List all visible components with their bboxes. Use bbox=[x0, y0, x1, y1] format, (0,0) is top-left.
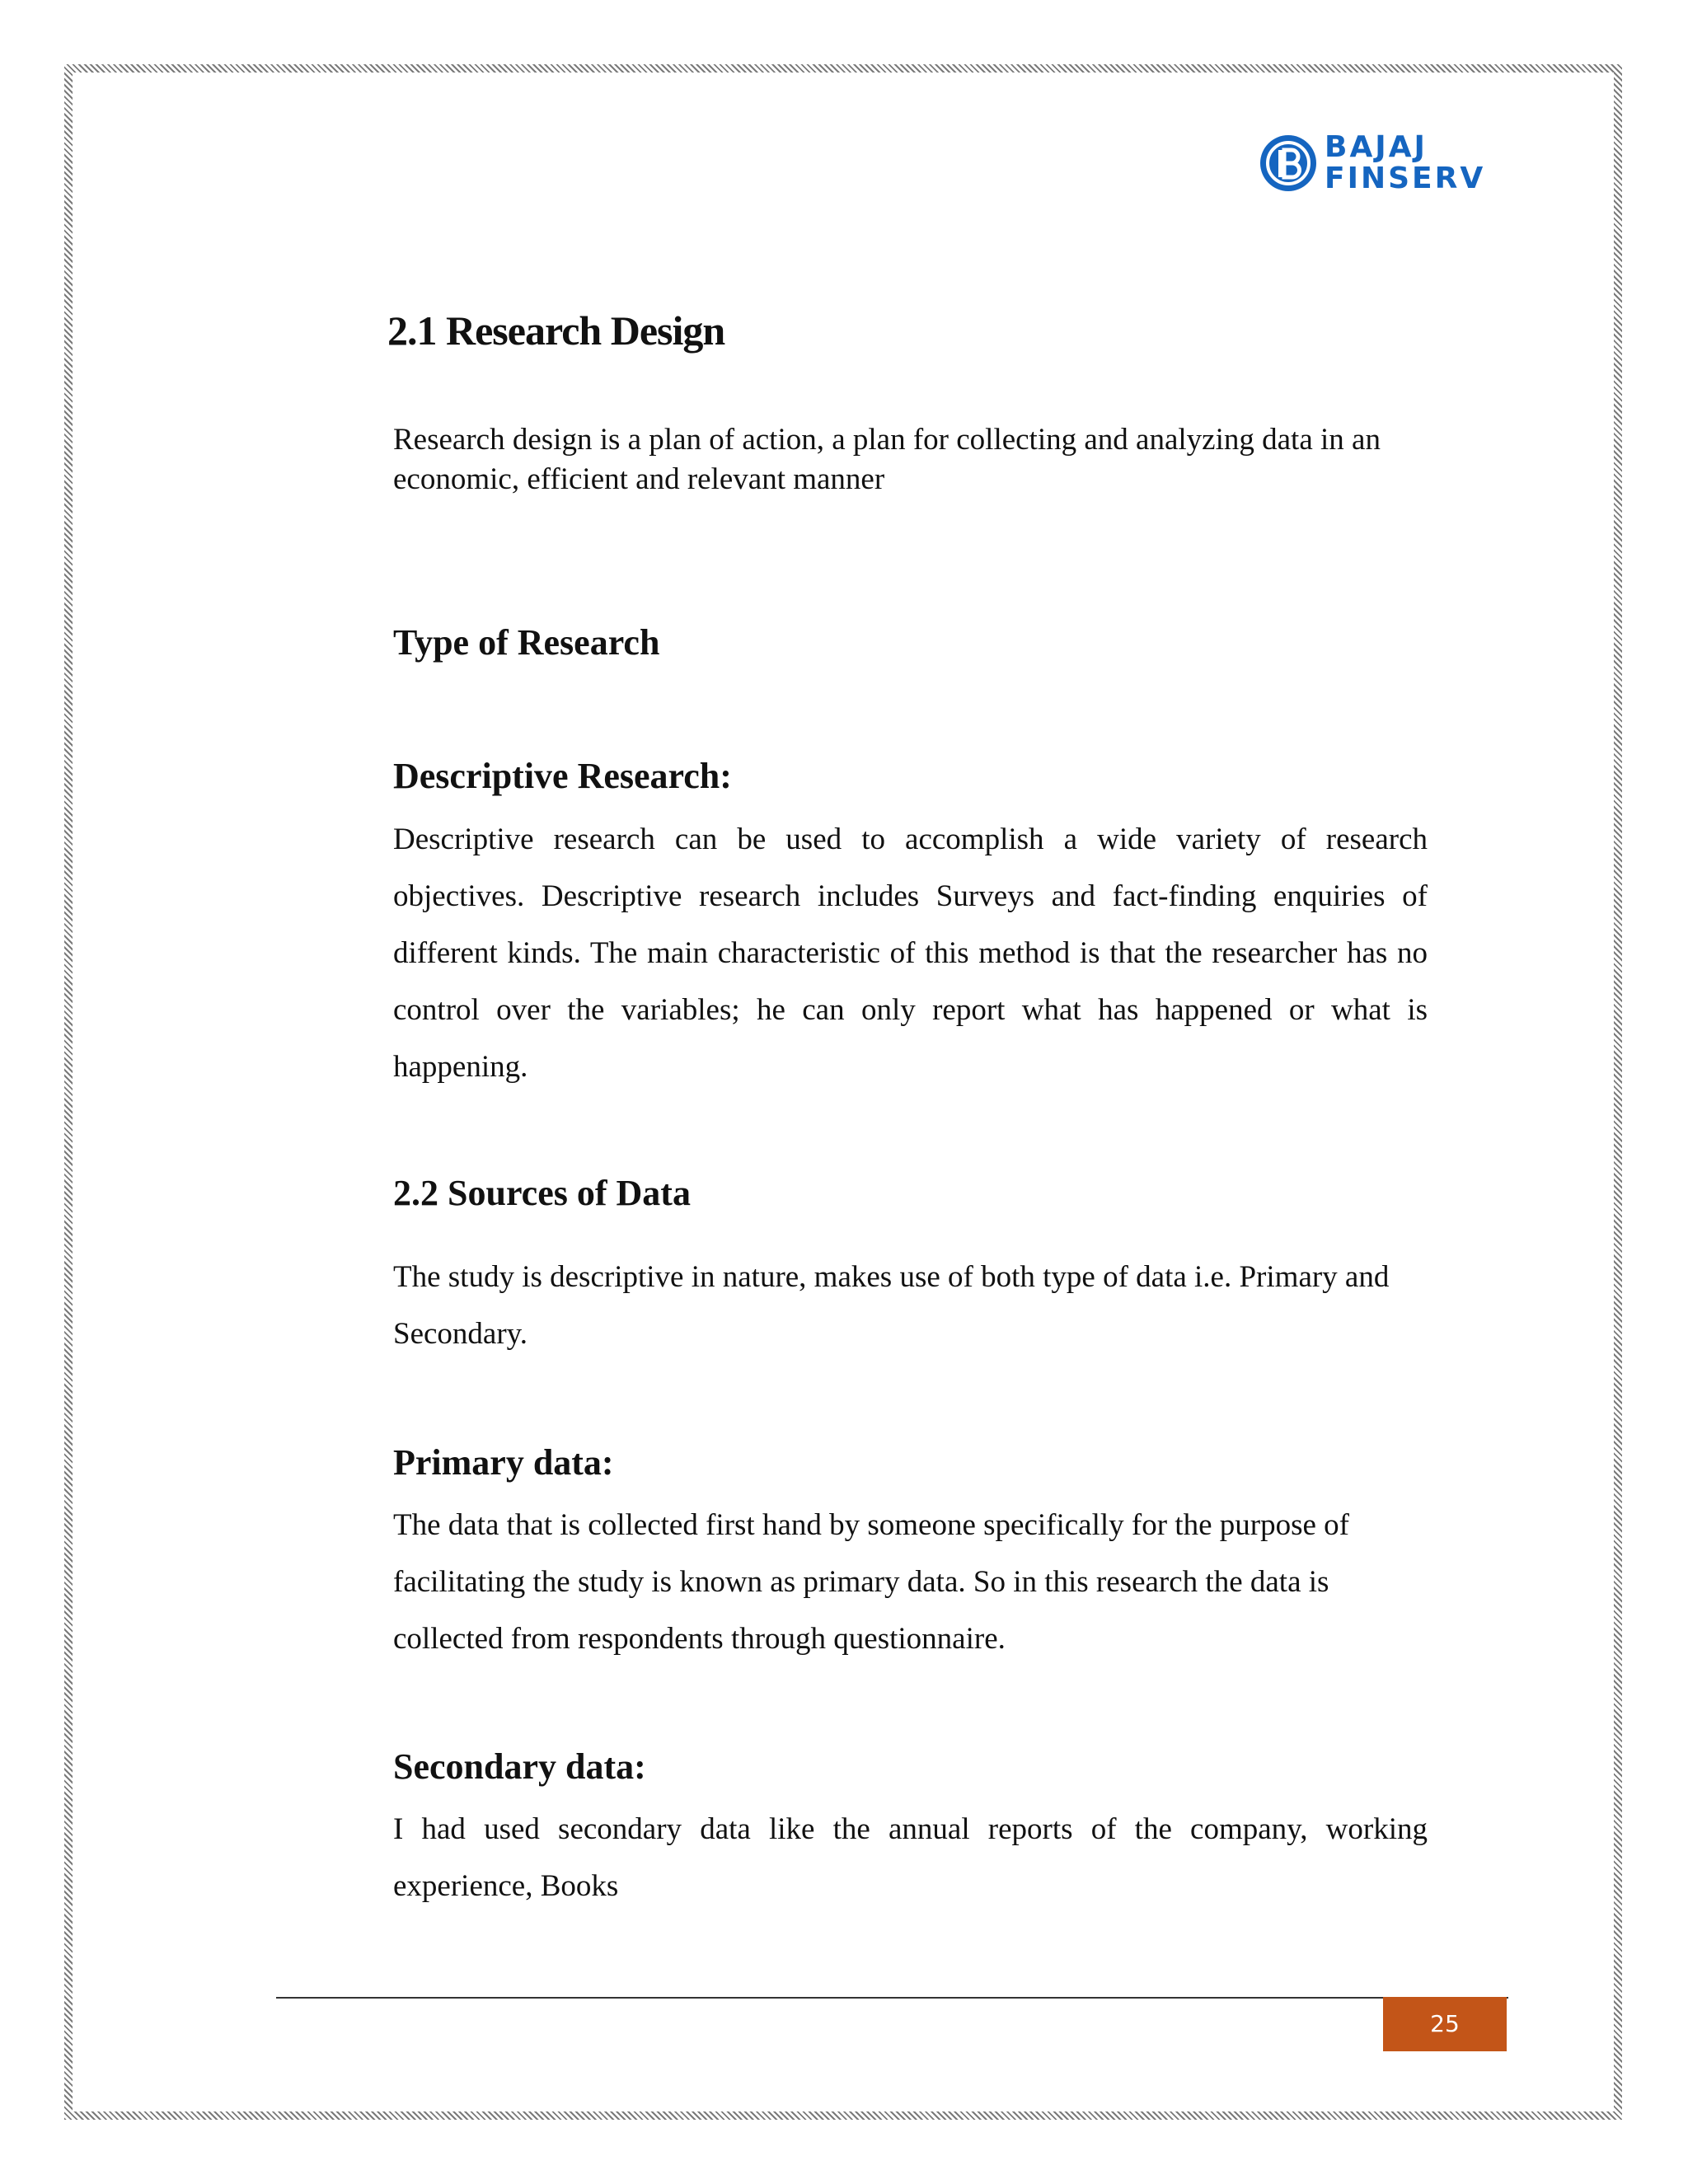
paragraph-research-design: Research design is a plan of action, a plan for collecting and analyzing data in an economic, efficient and relevant manner bbox=[393, 423, 1381, 496]
heading-sources-of-data: 2.2 Sources of Data bbox=[393, 1173, 691, 1213]
heading-primary-data: Primary data: bbox=[393, 1442, 614, 1483]
company-logo bbox=[1259, 132, 1485, 198]
bajaj-finserv-logo-icon bbox=[1259, 134, 1318, 193]
logo-line-2: FINSERV bbox=[1325, 162, 1486, 195]
heading-descriptive-research: Descriptive Research: bbox=[393, 756, 732, 796]
heading-secondary-data: Secondary data: bbox=[393, 1746, 646, 1787]
logo-line-1: BAJAJ bbox=[1325, 130, 1428, 164]
logo-wordmark bbox=[1325, 132, 1485, 194]
paragraph-primary-data: The data that is collected first hand by someone specifically for the purpose of facilitating the study is known as primary data. So in this research the data is collected from respondents through questionnaire. bbox=[393, 1508, 1349, 1656]
heading-research-design: 2.1 Research Design bbox=[387, 307, 725, 354]
heading-type-of-research: Type of Research bbox=[393, 622, 660, 663]
paragraph-descriptive-research: Descriptive research can be used to accomplish a wide variety of research objectives. Descriptive research includes Surveys and fact-finding enquiries of different kinds. The main characteristic of this method is that the researcher has no control over the variables; he can only report what has happened or what is happening. bbox=[393, 823, 1428, 1084]
footer-rule bbox=[276, 1997, 1508, 1999]
paragraph-secondary-data: I had used secondary data like the annual reports of the company, working experience, Books bbox=[393, 1812, 1428, 1903]
page-number: 25 bbox=[1383, 1997, 1507, 2051]
paragraph-sources-of-data: The study is descriptive in nature, makes use of both type of data i.e. Primary and Secondary. bbox=[393, 1260, 1390, 1351]
